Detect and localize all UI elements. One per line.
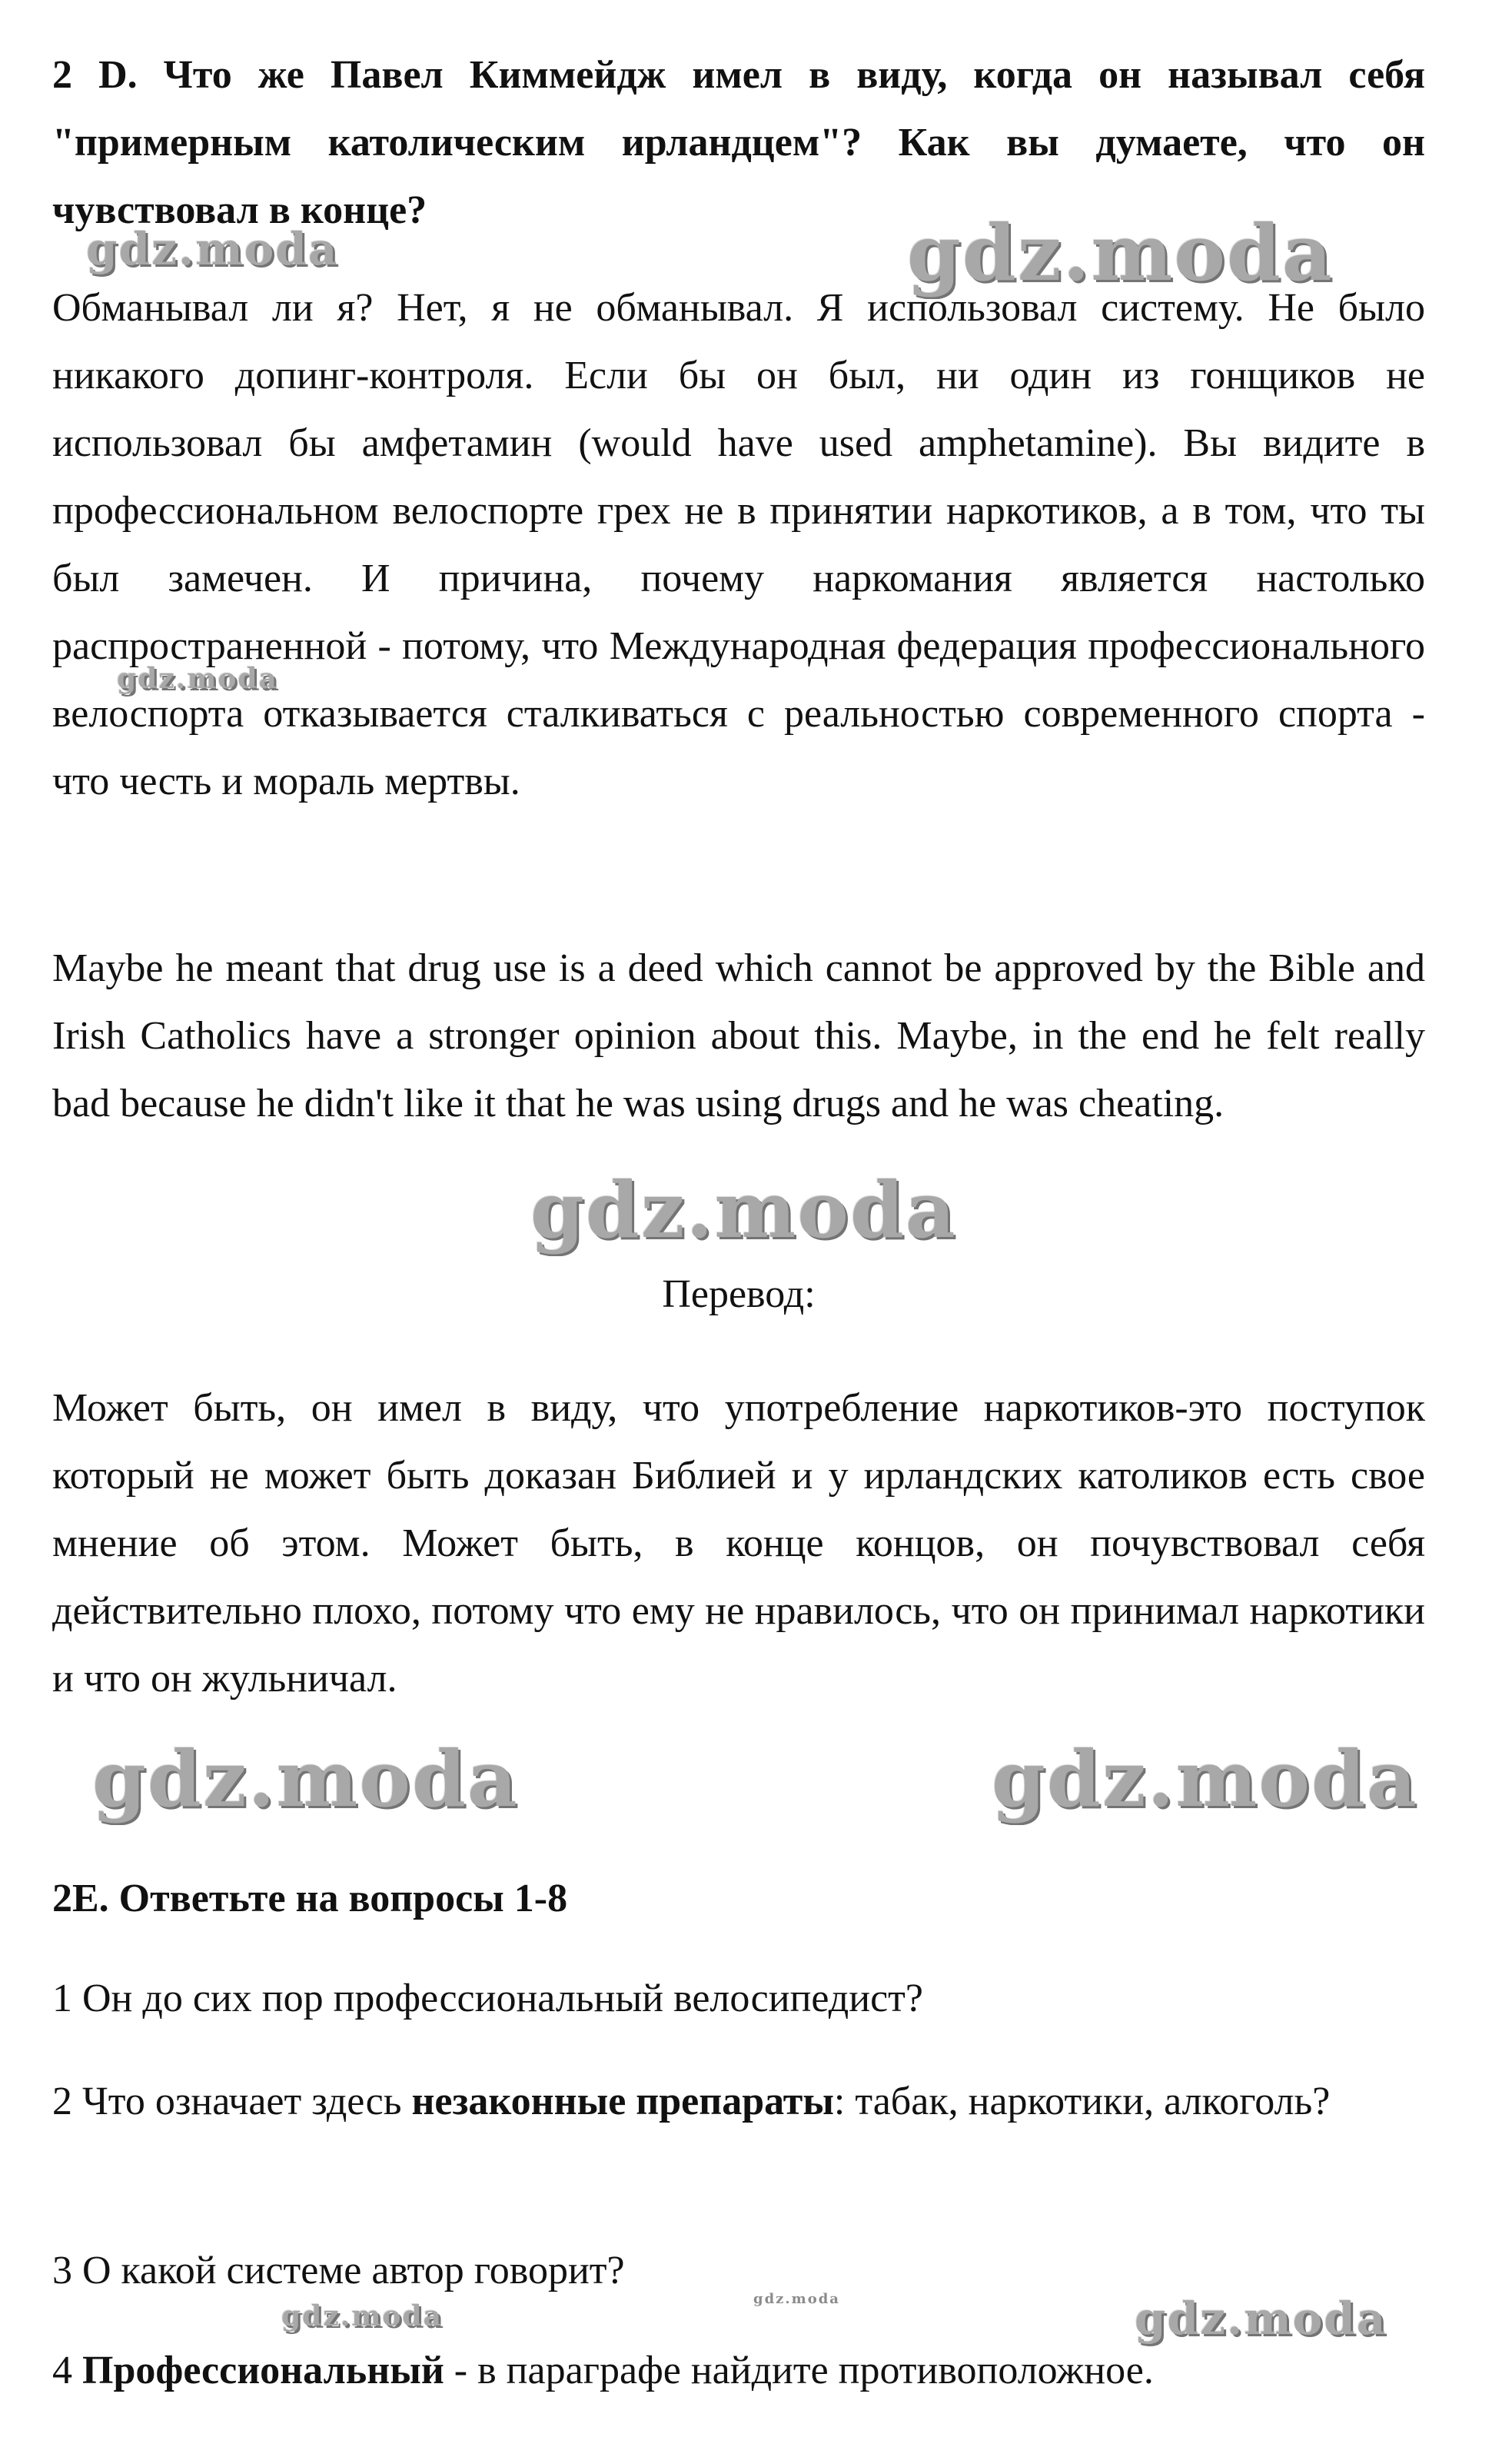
question-item-1: 1 Он до сих пор профессиональный велосипедист? xyxy=(52,1977,923,2020)
question-item-4-prefix: 4 xyxy=(52,2349,82,2392)
watermark-logo: gdz.moda xyxy=(92,1734,519,1824)
question-item-2-suffix: : табак, наркотики, алкоголь? xyxy=(833,2080,1331,2123)
watermark-logo: gdz.moda xyxy=(86,223,339,275)
question-item-2-term: незаконные препараты xyxy=(411,2080,834,2123)
question-item-2-prefix: 2 Что означает здесь xyxy=(52,2080,412,2123)
translation-heading: Перевод: xyxy=(662,1272,816,1316)
watermark-logo: gdz.moda xyxy=(117,663,278,695)
question-2d-russian-paragraph: Обманывал ли я? Нет, я не обманывал. Я использовал систему. Не было никакого допинг-контроля. Если бы он был, ни один из гонщиков не использовал бы амфетамин (would have used amphetamine). Вы видите в профессиональном велоспорте грех не в принятии наркотиков, а в том, что ты был замечен. И причина, почему наркомания является настолько распространенной - потому, что Международная федерация профессионального велоспорта отказывается сталкиваться с реальностью современного спорта - что честь и мораль мертвы. xyxy=(52,286,1425,803)
translation-paragraph: Может быть, он имел в виду, что употребление наркотиков-это поступок который не может быть доказан Библией и у ирландских католиков есть свое мнение об этом. Может быть, в конце концов, он почувствовал себя действительно плохо, потому что ему не нравилось, что он принимал наркотики и что он жульничал. xyxy=(52,1386,1425,1701)
question-2d-title: 2 D. Что же Павел Киммейдж имел в виду, когда он называл себя "примерным католическим ирландцем"? Как вы думаете, что он чувствовал в конце? xyxy=(52,53,1425,232)
question-item-2 xyxy=(52,2068,1425,2136)
watermark-logo: gdz.moda xyxy=(907,208,1334,298)
watermark-logo: gdz.moda xyxy=(1135,2292,1387,2345)
question-item-4-suffix: - в параграфе найдите противоположное. xyxy=(444,2349,1154,2392)
question-2e-title: 2E. Ответьте на вопросы 1-8 xyxy=(52,1877,568,1920)
question-item-4 xyxy=(52,2337,1425,2405)
watermark-logo: gdz.moda xyxy=(530,1165,957,1255)
question-item-3: 3 О какой системе автор говорит? xyxy=(52,2249,625,2292)
watermark-logo: gdz.moda xyxy=(753,2291,840,2307)
watermark-logo: gdz.moda xyxy=(992,1734,1418,1824)
question-2d-english-answer: Maybe he meant that drug use is a deed which cannot be approved by the Bible and Irish Catholics have a stronger opinion about this. Maybe, in the end he felt really bad because he didn't like it that he was using drugs and he was cheating. xyxy=(52,946,1425,1125)
question-item-4-term: Профессиональный xyxy=(82,2349,444,2392)
watermark-logo: gdz.moda xyxy=(281,2300,443,2332)
